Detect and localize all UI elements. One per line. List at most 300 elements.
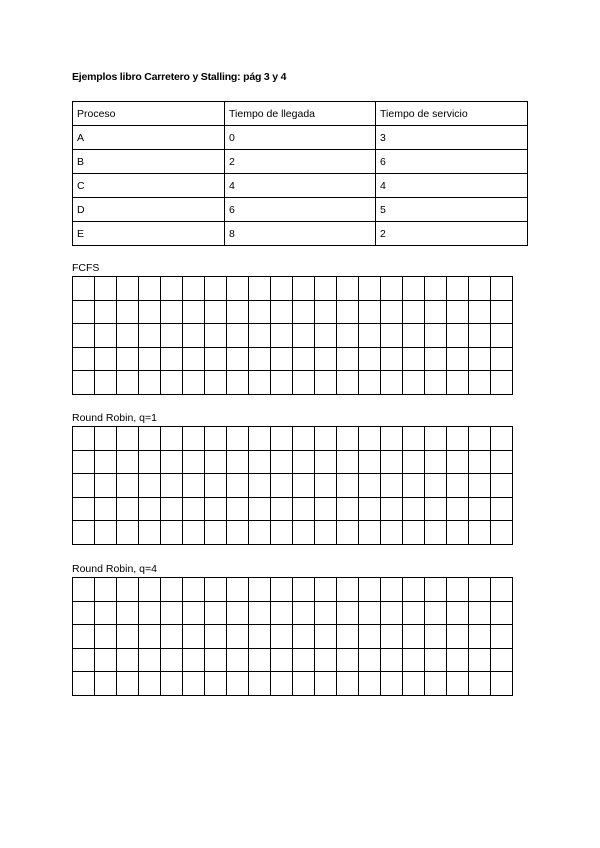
cell-llegada: 4 (225, 174, 376, 198)
grid-cell (381, 648, 403, 672)
grid-cell (73, 474, 95, 498)
process-table (72, 101, 528, 246)
grid-cell (469, 300, 491, 324)
grid-cell (95, 601, 117, 625)
grid-cell (117, 300, 139, 324)
grid-cell (315, 371, 337, 395)
grid-cell (183, 672, 205, 696)
grid-cell (249, 672, 271, 696)
grid-cell (403, 497, 425, 521)
grid-cell (315, 625, 337, 649)
grid-cell (469, 474, 491, 498)
grid-cell (447, 300, 469, 324)
grid-cell (139, 521, 161, 545)
grid-cell (227, 347, 249, 371)
grid-cell (469, 347, 491, 371)
grid-cell (227, 277, 249, 301)
grid-cell (315, 474, 337, 498)
cell-proceso: A (73, 126, 225, 150)
grid-cell (315, 324, 337, 348)
grid-cell (425, 371, 447, 395)
grid-cell (469, 497, 491, 521)
grid-cell (249, 371, 271, 395)
grid-cell (139, 427, 161, 451)
grid-cell (469, 324, 491, 348)
grid-cell (183, 521, 205, 545)
grid-cell (381, 474, 403, 498)
grid-cell (293, 347, 315, 371)
grid-cell (161, 625, 183, 649)
grid-row (73, 648, 513, 672)
grid-cell (293, 601, 315, 625)
grid-cell (205, 625, 227, 649)
grid-cell (117, 521, 139, 545)
grid-row (73, 277, 513, 301)
round-robin-q1-grid (72, 426, 513, 545)
grid-cell (359, 474, 381, 498)
grid-cell (73, 625, 95, 649)
grid-cell (249, 474, 271, 498)
grid-cell (249, 427, 271, 451)
grid-cell (95, 672, 117, 696)
grid-cell (183, 578, 205, 602)
grid-cell (337, 277, 359, 301)
grid-cell (359, 324, 381, 348)
grid-cell (315, 497, 337, 521)
grid-row (73, 324, 513, 348)
grid-cell (403, 672, 425, 696)
cell-llegada: 6 (225, 198, 376, 222)
cell-servicio: 2 (376, 222, 528, 246)
grid-cell (73, 497, 95, 521)
grid-cell (491, 277, 513, 301)
grid-cell (271, 347, 293, 371)
grid-row (73, 427, 513, 451)
grid-cell (95, 371, 117, 395)
grid-cell (491, 521, 513, 545)
grid-cell (403, 324, 425, 348)
grid-cell (205, 300, 227, 324)
grid-cell (337, 450, 359, 474)
grid-cell (293, 648, 315, 672)
grid-cell (293, 625, 315, 649)
grid-cell (403, 371, 425, 395)
grid-cell (337, 648, 359, 672)
grid-cell (403, 521, 425, 545)
grid-cell (73, 578, 95, 602)
grid-cell (337, 427, 359, 451)
grid-cell (271, 324, 293, 348)
grid-cell (95, 497, 117, 521)
grid-cell (271, 497, 293, 521)
grid-cell (381, 324, 403, 348)
grid-cell (469, 521, 491, 545)
grid-cell (381, 672, 403, 696)
grid-cell (425, 450, 447, 474)
grid-cell (491, 497, 513, 521)
cell-llegada: 0 (225, 126, 376, 150)
grid-cell (403, 578, 425, 602)
grid-cell (249, 497, 271, 521)
grid-cell (95, 427, 117, 451)
grid-cell (95, 300, 117, 324)
grid-cell (161, 521, 183, 545)
grid-cell (161, 578, 183, 602)
grid-cell (403, 450, 425, 474)
grid-cell (227, 601, 249, 625)
grid-cell (205, 324, 227, 348)
grid-cell (183, 347, 205, 371)
grid-cell (227, 672, 249, 696)
grid-cell (161, 324, 183, 348)
grid-cell (227, 427, 249, 451)
grid-cell (183, 625, 205, 649)
grid-cell (227, 450, 249, 474)
grid-cell (73, 277, 95, 301)
grid-cell (447, 347, 469, 371)
grid-cell (381, 450, 403, 474)
grid-cell (227, 300, 249, 324)
grid-cell (447, 277, 469, 301)
grid-cell (271, 427, 293, 451)
grid-cell (73, 371, 95, 395)
header-tiempo-llegada: Tiempo de llegada (225, 102, 376, 126)
grid-cell (249, 578, 271, 602)
grid-cell (73, 300, 95, 324)
grid-cell (491, 324, 513, 348)
grid-cell (403, 625, 425, 649)
grid-cell (293, 277, 315, 301)
grid-cell (139, 497, 161, 521)
round-robin-q1-label: Round Robin, q=1 (72, 412, 157, 424)
grid-cell (73, 427, 95, 451)
grid-cell (293, 578, 315, 602)
grid-cell (337, 300, 359, 324)
grid-cell (293, 497, 315, 521)
grid-cell (425, 347, 447, 371)
grid-row (73, 497, 513, 521)
grid-cell (381, 578, 403, 602)
grid-cell (469, 277, 491, 301)
grid-cell (359, 648, 381, 672)
grid-cell (139, 578, 161, 602)
grid-cell (381, 300, 403, 324)
grid-cell (293, 521, 315, 545)
grid-cell (381, 371, 403, 395)
grid-cell (337, 324, 359, 348)
grid-cell (315, 648, 337, 672)
grid-cell (183, 300, 205, 324)
grid-cell (139, 625, 161, 649)
grid-cell (337, 578, 359, 602)
table-row (73, 174, 528, 198)
grid-cell (271, 474, 293, 498)
grid-cell (183, 427, 205, 451)
grid-cell (139, 450, 161, 474)
grid-cell (337, 521, 359, 545)
grid-cell (73, 648, 95, 672)
grid-cell (447, 672, 469, 696)
grid-cell (381, 601, 403, 625)
grid-cell (491, 450, 513, 474)
cell-servicio: 6 (376, 150, 528, 174)
grid-cell (315, 521, 337, 545)
grid-cell (425, 300, 447, 324)
grid-cell (161, 347, 183, 371)
cell-servicio: 4 (376, 174, 528, 198)
grid-cell (425, 324, 447, 348)
grid-cell (183, 324, 205, 348)
grid-cell (359, 371, 381, 395)
grid-cell (117, 474, 139, 498)
grid-cell (139, 371, 161, 395)
cell-llegada: 2 (225, 150, 376, 174)
grid-cell (359, 347, 381, 371)
grid-cell (315, 450, 337, 474)
grid-cell (293, 474, 315, 498)
grid-cell (227, 578, 249, 602)
grid-cell (227, 371, 249, 395)
grid-cell (205, 347, 227, 371)
grid-cell (95, 324, 117, 348)
grid-cell (271, 450, 293, 474)
fcfs-label: FCFS (72, 262, 100, 274)
grid-cell (183, 497, 205, 521)
grid-cell (447, 497, 469, 521)
grid-cell (469, 625, 491, 649)
grid-cell (271, 648, 293, 672)
grid-cell (337, 347, 359, 371)
grid-cell (491, 625, 513, 649)
grid-cell (205, 648, 227, 672)
grid-cell (139, 347, 161, 371)
header-tiempo-servicio: Tiempo de servicio (376, 102, 528, 126)
grid-cell (469, 371, 491, 395)
table-header-row (73, 102, 528, 126)
grid-cell (381, 427, 403, 451)
grid-cell (359, 521, 381, 545)
grid-row (73, 672, 513, 696)
table-row (73, 126, 528, 150)
grid-cell (403, 474, 425, 498)
grid-cell (447, 625, 469, 649)
grid-cell (205, 601, 227, 625)
grid-cell (249, 521, 271, 545)
table-row (73, 222, 528, 246)
grid-cell (337, 371, 359, 395)
grid-cell (293, 371, 315, 395)
grid-cell (337, 672, 359, 696)
grid-cell (447, 578, 469, 602)
grid-cell (469, 578, 491, 602)
grid-cell (73, 450, 95, 474)
grid-cell (447, 324, 469, 348)
grid-cell (271, 578, 293, 602)
grid-cell (161, 371, 183, 395)
grid-cell (117, 427, 139, 451)
grid-cell (205, 474, 227, 498)
grid-cell (73, 521, 95, 545)
cell-llegada: 8 (225, 222, 376, 246)
grid-cell (139, 672, 161, 696)
grid-row (73, 474, 513, 498)
cell-proceso: B (73, 150, 225, 174)
grid-cell (161, 300, 183, 324)
grid-cell (403, 300, 425, 324)
grid-cell (227, 497, 249, 521)
cell-servicio: 3 (376, 126, 528, 150)
grid-cell (491, 347, 513, 371)
cell-proceso: D (73, 198, 225, 222)
grid-cell (359, 625, 381, 649)
grid-cell (491, 578, 513, 602)
grid-cell (491, 672, 513, 696)
grid-cell (139, 648, 161, 672)
cell-servicio: 5 (376, 198, 528, 222)
grid-cell (249, 324, 271, 348)
grid-cell (205, 371, 227, 395)
grid-cell (403, 601, 425, 625)
grid-cell (315, 672, 337, 696)
grid-cell (227, 324, 249, 348)
grid-cell (117, 371, 139, 395)
grid-cell (359, 427, 381, 451)
grid-cell (469, 427, 491, 451)
grid-cell (249, 450, 271, 474)
grid-cell (271, 625, 293, 649)
grid-cell (183, 450, 205, 474)
grid-cell (491, 601, 513, 625)
grid-cell (293, 427, 315, 451)
fcfs-grid (72, 276, 513, 395)
grid-cell (183, 648, 205, 672)
grid-cell (139, 300, 161, 324)
grid-cell (315, 601, 337, 625)
grid-cell (359, 578, 381, 602)
grid-cell (95, 450, 117, 474)
cell-proceso: C (73, 174, 225, 198)
grid-cell (205, 497, 227, 521)
grid-cell (271, 277, 293, 301)
grid-cell (469, 450, 491, 474)
grid-cell (95, 648, 117, 672)
grid-cell (205, 427, 227, 451)
grid-cell (205, 521, 227, 545)
grid-cell (447, 601, 469, 625)
grid-cell (293, 300, 315, 324)
grid-cell (293, 672, 315, 696)
grid-cell (359, 672, 381, 696)
grid-cell (315, 427, 337, 451)
grid-cell (271, 521, 293, 545)
grid-cell (117, 347, 139, 371)
grid-cell (117, 450, 139, 474)
grid-cell (447, 474, 469, 498)
grid-cell (95, 578, 117, 602)
round-robin-q4-grid (72, 577, 513, 696)
grid-cell (205, 277, 227, 301)
grid-cell (425, 648, 447, 672)
grid-cell (403, 347, 425, 371)
grid-cell (381, 277, 403, 301)
grid-row (73, 450, 513, 474)
grid-cell (403, 648, 425, 672)
grid-cell (425, 625, 447, 649)
round-robin-q4-label: Round Robin, q=4 (72, 563, 157, 575)
grid-cell (249, 347, 271, 371)
grid-row (73, 521, 513, 545)
grid-cell (73, 601, 95, 625)
table-row (73, 150, 528, 174)
grid-cell (425, 601, 447, 625)
grid-cell (227, 474, 249, 498)
cell-proceso: E (73, 222, 225, 246)
grid-cell (425, 497, 447, 521)
grid-cell (249, 277, 271, 301)
grid-cell (95, 521, 117, 545)
grid-cell (161, 277, 183, 301)
grid-cell (183, 277, 205, 301)
grid-cell (73, 324, 95, 348)
grid-cell (293, 450, 315, 474)
grid-cell (271, 672, 293, 696)
grid-cell (337, 474, 359, 498)
grid-cell (337, 497, 359, 521)
grid-cell (359, 601, 381, 625)
grid-cell (469, 648, 491, 672)
grid-cell (293, 324, 315, 348)
grid-cell (447, 427, 469, 451)
grid-cell (381, 521, 403, 545)
grid-cell (161, 497, 183, 521)
grid-cell (95, 347, 117, 371)
grid-cell (469, 672, 491, 696)
grid-cell (381, 347, 403, 371)
grid-cell (117, 324, 139, 348)
grid-cell (161, 427, 183, 451)
grid-cell (359, 450, 381, 474)
grid-cell (139, 324, 161, 348)
grid-row (73, 601, 513, 625)
grid-cell (117, 578, 139, 602)
grid-cell (425, 672, 447, 696)
grid-cell (227, 625, 249, 649)
grid-cell (117, 497, 139, 521)
grid-cell (403, 277, 425, 301)
grid-cell (425, 427, 447, 451)
grid-cell (161, 672, 183, 696)
grid-cell (161, 474, 183, 498)
grid-row (73, 578, 513, 602)
grid-cell (315, 277, 337, 301)
grid-cell (491, 300, 513, 324)
grid-cell (161, 450, 183, 474)
grid-cell (205, 672, 227, 696)
grid-cell (381, 625, 403, 649)
grid-cell (447, 648, 469, 672)
grid-row (73, 371, 513, 395)
grid-cell (447, 521, 469, 545)
document-title: Ejemplos libro Carretero y Stalling: pág 3 y 4 (72, 71, 287, 83)
grid-cell (117, 625, 139, 649)
grid-cell (315, 300, 337, 324)
grid-cell (315, 578, 337, 602)
grid-cell (139, 474, 161, 498)
grid-cell (491, 474, 513, 498)
grid-cell (161, 601, 183, 625)
grid-cell (183, 601, 205, 625)
grid-cell (425, 578, 447, 602)
